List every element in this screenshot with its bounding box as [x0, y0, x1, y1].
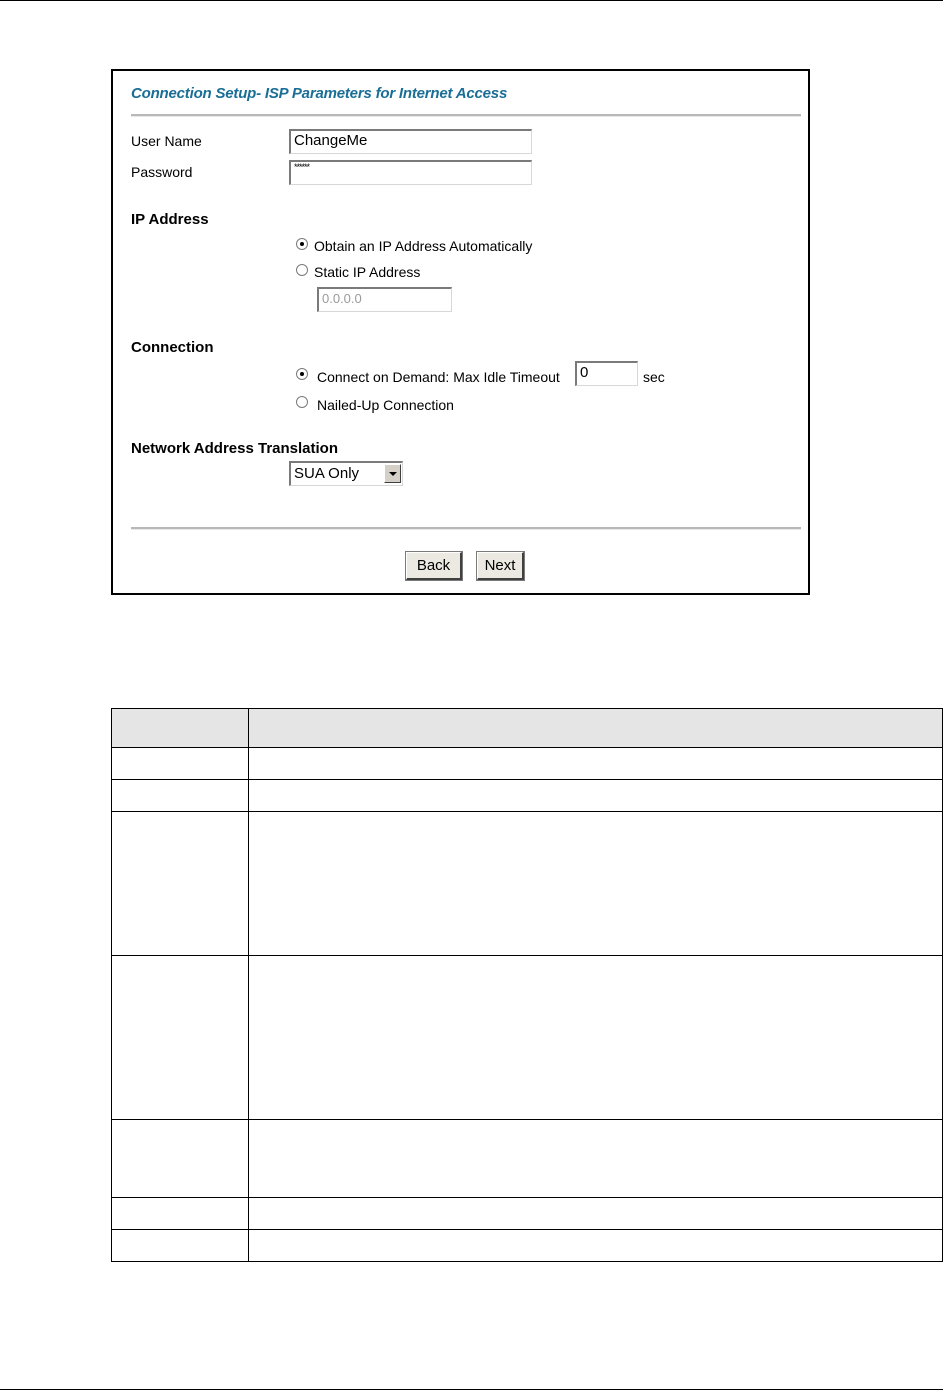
page-bottom-rule: [0, 1389, 943, 1390]
table-row: [112, 956, 943, 1120]
table-row: [112, 1230, 943, 1262]
title-divider: [131, 114, 801, 117]
ip-address-heading: IP Address: [131, 211, 209, 228]
table-cell: [249, 748, 943, 780]
ip-static-radio[interactable]: [296, 264, 308, 276]
nat-select[interactable]: [289, 461, 403, 486]
field-description-table: [111, 708, 943, 1262]
connection-heading: Connection: [131, 339, 214, 356]
table-cell: [249, 1230, 943, 1262]
username-input[interactable]: ChangeMe: [289, 129, 532, 154]
back-button[interactable]: Back: [406, 552, 462, 580]
table-cell: [249, 956, 943, 1120]
table-cell: [112, 780, 249, 812]
ip-auto-label[interactable]: Obtain an IP Address Automatically: [314, 238, 533, 254]
table-cell: [249, 1198, 943, 1230]
table-cell: [249, 812, 943, 956]
connect-on-demand-radio[interactable]: [296, 368, 308, 380]
buttons-divider: [131, 527, 801, 530]
next-button[interactable]: Next: [477, 552, 524, 580]
table-cell: [112, 956, 249, 1120]
table-cell: [112, 1120, 249, 1198]
table-row: [112, 1198, 943, 1230]
page-top-rule: [0, 0, 943, 1]
password-label: Password: [131, 164, 193, 180]
static-ip-input[interactable]: 0.0.0.0: [317, 287, 452, 312]
table-cell: [112, 1230, 249, 1262]
nailed-up-radio[interactable]: [296, 396, 308, 408]
table-row: [112, 1120, 943, 1198]
table-row: [112, 812, 943, 956]
ip-auto-radio[interactable]: [296, 238, 308, 250]
table-cell: [249, 780, 943, 812]
table-header-cell: [249, 709, 943, 748]
username-label: User Name: [131, 133, 202, 149]
nailed-up-label[interactable]: Nailed-Up Connection: [317, 397, 454, 413]
password-input[interactable]: ******: [289, 160, 532, 185]
table-header-cell: [112, 709, 249, 748]
nat-select-value: SUA Only: [294, 465, 360, 482]
connect-on-demand-label[interactable]: Connect on Demand: Max Idle Timeout: [317, 369, 560, 385]
table-header-row: [112, 709, 943, 748]
chevron-down-icon[interactable]: [384, 464, 401, 483]
table-row: [112, 748, 943, 780]
isp-parameters-screenshot: [111, 69, 810, 595]
table-cell: [112, 748, 249, 780]
idle-timeout-input[interactable]: 0: [575, 361, 638, 386]
idle-timeout-unit: sec: [643, 369, 665, 385]
ip-static-label[interactable]: Static IP Address: [314, 264, 421, 280]
nat-heading: Network Address Translation: [131, 440, 338, 457]
form-title: Connection Setup- ISP Parameters for Internet Access: [131, 85, 508, 102]
table-cell: [112, 812, 249, 956]
table-cell: [112, 1198, 249, 1230]
table-cell: [249, 1120, 943, 1198]
table-row: [112, 780, 943, 812]
